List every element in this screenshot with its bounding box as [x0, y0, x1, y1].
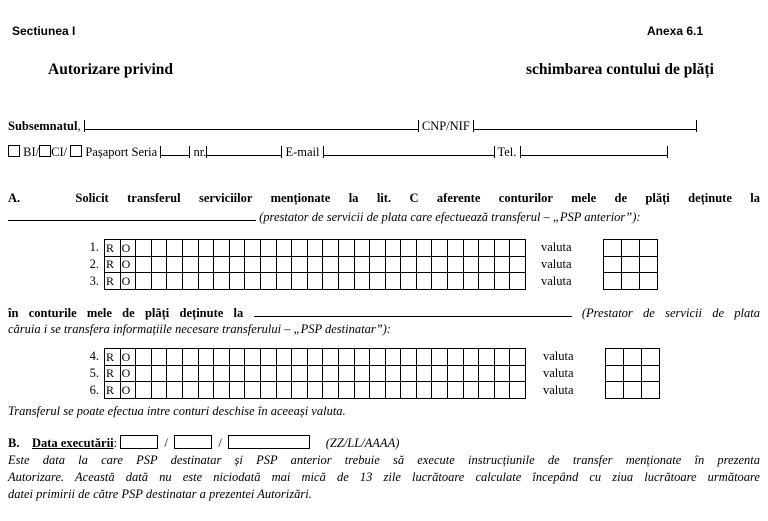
iban-digit-cell[interactable] [464, 240, 480, 257]
iban-digit-cell[interactable] [339, 382, 355, 399]
currency-cell[interactable] [640, 256, 658, 273]
iban-digit-cell[interactable] [152, 240, 168, 257]
iban-digit-cell[interactable] [495, 382, 511, 399]
iban-digit-cell[interactable] [370, 365, 386, 382]
iban-digit-cell[interactable] [432, 240, 448, 257]
iban-digit-cell[interactable] [448, 256, 464, 273]
currency-label: valuta [543, 383, 574, 397]
iban-grid [104, 348, 526, 366]
iban-digit-cell[interactable] [479, 256, 495, 273]
iban-digit-cell[interactable] [245, 382, 261, 399]
section-a-intro [8, 191, 760, 206]
iban-prefix-cell: R [105, 240, 121, 257]
iban-digit-cell[interactable] [308, 382, 324, 399]
iban-digit-cell[interactable] [448, 365, 464, 382]
iban-digit-cell[interactable] [510, 273, 526, 290]
iban-digit-cell[interactable] [152, 273, 168, 290]
iban-digit-cell[interactable] [292, 365, 308, 382]
iban-digit-cell[interactable] [214, 382, 230, 399]
iban-digit-cell[interactable] [401, 240, 417, 257]
dest-note-1: (Prestator de servicii de plata [581, 306, 760, 320]
iban-digit-cell[interactable] [323, 256, 339, 273]
dest-intro: în conturile mele de plăți deținute la [8, 306, 244, 320]
iban-digit-cell[interactable] [510, 365, 526, 382]
iban-prefix-cell: R [105, 256, 121, 273]
iban-digit-cell[interactable] [136, 349, 152, 366]
year-input[interactable] [228, 435, 310, 449]
currency-cell[interactable] [624, 365, 642, 382]
tel-field[interactable] [521, 144, 667, 156]
iban-digit-cell[interactable] [386, 349, 402, 366]
iban-digit-cell[interactable] [261, 240, 277, 257]
iban-digit-cell[interactable] [401, 365, 417, 382]
iban-digit-cell[interactable] [308, 256, 324, 273]
currency-cell[interactable] [624, 382, 642, 399]
iban-digit-cell[interactable] [339, 240, 355, 257]
currency-cell[interactable] [622, 273, 640, 290]
ci-checkbox[interactable] [39, 145, 51, 157]
iban-digit-cell[interactable] [464, 365, 480, 382]
title-left: Autorizare privind [48, 61, 173, 78]
currency-cell[interactable] [604, 273, 622, 290]
iban-digit-cell[interactable] [261, 273, 277, 290]
series-field[interactable] [161, 144, 189, 156]
psp-dest-field[interactable] [254, 305, 572, 317]
iban-digit-cell[interactable] [401, 382, 417, 399]
iban-digit-cell[interactable] [214, 240, 230, 257]
iban-digit-cell[interactable] [401, 349, 417, 366]
iban-digit-cell[interactable] [401, 273, 417, 290]
currency-label: valuta [541, 274, 572, 288]
iban-digit-cell[interactable] [323, 273, 339, 290]
iban-digit-cell[interactable] [230, 382, 246, 399]
iban-digit-cell[interactable] [199, 273, 215, 290]
iban-digit-cell[interactable] [370, 256, 386, 273]
section-b-desc-3: datei primirii de către PSP destinatar a prezentei Autorizări. [8, 487, 312, 501]
currency-cell[interactable] [642, 365, 660, 382]
iban-digit-cell[interactable] [277, 256, 293, 273]
iban-digit-cell[interactable] [277, 349, 293, 366]
iban-digit-cell[interactable] [261, 256, 277, 273]
iban-digit-cell[interactable] [495, 365, 511, 382]
currency-grid [605, 365, 660, 382]
iban-digit-cell[interactable] [510, 382, 526, 399]
iban-digit-cell[interactable] [479, 365, 495, 382]
iban-digit-cell[interactable] [432, 273, 448, 290]
dest-note-2: căruia i se transfera informațiile necesare transferului – „PSP destinatar”): [8, 322, 391, 336]
annex-label: Anexa 6.1 [647, 24, 704, 38]
iban-prefix-cell: R [105, 349, 121, 366]
iban-digit-cell[interactable] [432, 349, 448, 366]
psp-previous-note: (prestator de servicii de plata care efectuează transferul – „PSP anterior”): [259, 210, 641, 224]
iban-digit-cell[interactable] [308, 240, 324, 257]
iban-digit-cell[interactable] [152, 349, 168, 366]
iban-digit-cell[interactable] [323, 349, 339, 366]
iban-digit-cell[interactable] [230, 365, 246, 382]
currency-cell[interactable] [642, 382, 660, 399]
separator [494, 146, 495, 158]
month-input[interactable] [174, 435, 212, 449]
iban-digit-cell[interactable] [183, 349, 199, 366]
iban-digit-cell[interactable] [464, 349, 480, 366]
currency-label: valuta [541, 257, 572, 271]
document-line [8, 144, 668, 160]
iban-digit-cell[interactable] [292, 273, 308, 290]
iban-digit-cell[interactable] [245, 365, 261, 382]
iban-digit-cell[interactable] [199, 365, 215, 382]
iban-digit-cell[interactable] [479, 349, 495, 366]
iban-digit-cell[interactable] [308, 365, 324, 382]
separator [667, 146, 668, 158]
iban-digit-cell[interactable] [370, 273, 386, 290]
currency-label: valuta [541, 240, 572, 254]
row-number: 4. [89, 349, 99, 363]
iban-digit-cell[interactable] [417, 273, 433, 290]
iban-digit-cell[interactable] [355, 365, 371, 382]
undersigned-label: Subsemnatul [8, 119, 78, 133]
iban-digit-cell[interactable] [167, 382, 183, 399]
currency-cell[interactable] [622, 256, 640, 273]
transfer-note: Transferul se poate efectua intre conturi deschise în aceeași valuta. [8, 404, 346, 418]
iban-digit-cell[interactable] [401, 256, 417, 273]
iban-digit-cell[interactable] [261, 365, 277, 382]
row-number: 6. [89, 383, 99, 397]
iban-digit-cell[interactable] [479, 240, 495, 257]
iban-digit-cell[interactable] [292, 349, 308, 366]
iban-digit-cell[interactable] [245, 256, 261, 273]
currency-cell[interactable] [606, 349, 624, 366]
title-right: schimbarea contului de plăți [526, 61, 714, 78]
iban-digit-cell[interactable] [277, 273, 293, 290]
iban-digit-cell[interactable] [261, 349, 277, 366]
iban-digit-cell[interactable] [432, 256, 448, 273]
iban-prefix-cell: R [105, 382, 121, 399]
iban-digit-cell[interactable] [495, 240, 511, 257]
section-a-text: Solicit transferul serviciilor menționate la lit. C aferente conturilor mele de plăți deținute la [75, 191, 761, 205]
iban-digit-cell[interactable] [355, 273, 371, 290]
currency-label: valuta [543, 366, 574, 380]
iban-digit-cell[interactable] [355, 256, 371, 273]
iban-digit-cell[interactable] [355, 349, 371, 366]
iban-digit-cell[interactable] [214, 256, 230, 273]
currency-grid [605, 348, 660, 366]
section-label: Sectiunea I [12, 24, 76, 38]
iban-digit-cell[interactable] [510, 240, 526, 257]
currency-cell[interactable] [624, 349, 642, 366]
row-number: 5. [89, 366, 99, 380]
iban-digit-cell[interactable] [199, 382, 215, 399]
currency-grid [603, 239, 658, 257]
currency-cell[interactable] [604, 240, 622, 257]
iban-digit-cell[interactable] [417, 382, 433, 399]
iban-digit-cell[interactable] [370, 382, 386, 399]
cnp-label: CNP/NIF [421, 119, 470, 133]
section-b-letter: B. [8, 436, 20, 450]
currency-label: valuta [543, 349, 574, 363]
iban-digit-cell[interactable] [432, 365, 448, 382]
iban-digit-cell[interactable] [245, 349, 261, 366]
separator [189, 146, 190, 158]
iban-digit-cell[interactable] [339, 349, 355, 366]
iban-grid [104, 273, 526, 290]
iban-digit-cell[interactable] [292, 240, 308, 257]
separator [418, 120, 419, 132]
iban-prefix-cell: R [105, 365, 121, 382]
iban-digit-cell[interactable] [323, 240, 339, 257]
iban-digit-cell[interactable] [370, 349, 386, 366]
iban-digit-cell[interactable] [370, 240, 386, 257]
iban-digit-cell[interactable] [292, 256, 308, 273]
iban-digit-cell[interactable] [386, 382, 402, 399]
nr-label: nr. [193, 145, 207, 159]
currency-cell[interactable] [604, 256, 622, 273]
iban-digit-cell[interactable] [386, 273, 402, 290]
iban-digit-cell[interactable] [152, 382, 168, 399]
bi-checkbox[interactable] [8, 145, 20, 157]
iban-digit-cell[interactable] [417, 365, 433, 382]
section-a-letter: A. [8, 191, 21, 205]
iban-prefix-cell: O [121, 240, 137, 257]
tel-label: Tel. [497, 145, 517, 159]
iban-digit-cell[interactable] [339, 273, 355, 290]
row-number: 1. [89, 240, 99, 254]
iban-grid [104, 239, 526, 257]
iban-digit-cell[interactable] [479, 273, 495, 290]
iban-digit-cell[interactable] [308, 349, 324, 366]
undersigned-line: Subsemnatul, CNP/NIF [8, 118, 697, 134]
ci-label: CI/ [51, 145, 68, 159]
iban-digit-cell[interactable] [495, 273, 511, 290]
execution-date-label: Data executării [31, 436, 114, 450]
iban-digit-cell[interactable] [448, 382, 464, 399]
separator [696, 120, 697, 132]
separator [281, 146, 282, 158]
iban-digit-cell[interactable] [448, 240, 464, 257]
currency-cell[interactable] [606, 365, 624, 382]
currency-grid [603, 273, 658, 290]
iban-digit-cell[interactable] [183, 382, 199, 399]
iban-digit-cell[interactable] [136, 240, 152, 257]
psp-previous-field[interactable] [8, 209, 256, 221]
iban-digit-cell[interactable] [417, 240, 433, 257]
iban-digit-cell[interactable] [277, 240, 293, 257]
iban-prefix-cell: O [121, 365, 137, 382]
execution-date-line: B. Data executării: / / (ZZ/LL/AAAA) [8, 436, 400, 450]
iban-digit-cell[interactable] [464, 256, 480, 273]
iban-digit-cell[interactable] [167, 240, 183, 257]
iban-digit-cell[interactable] [214, 273, 230, 290]
iban-digit-cell[interactable] [308, 273, 324, 290]
iban-digit-cell[interactable] [152, 365, 168, 382]
iban-digit-cell[interactable] [183, 273, 199, 290]
iban-digit-cell[interactable] [214, 365, 230, 382]
iban-digit-cell[interactable] [277, 365, 293, 382]
iban-digit-cell[interactable] [386, 240, 402, 257]
iban-grid [104, 382, 526, 399]
iban-digit-cell[interactable] [183, 365, 199, 382]
iban-digit-cell[interactable] [339, 365, 355, 382]
iban-digit-cell[interactable] [199, 240, 215, 257]
iban-digit-cell[interactable] [167, 365, 183, 382]
iban-digit-cell[interactable] [167, 256, 183, 273]
iban-digit-cell[interactable] [183, 256, 199, 273]
iban-digit-cell[interactable] [464, 382, 480, 399]
iban-digit-cell[interactable] [323, 382, 339, 399]
iban-digit-cell[interactable] [136, 273, 152, 290]
iban-digit-cell[interactable] [417, 256, 433, 273]
currency-cell[interactable] [642, 349, 660, 366]
iban-digit-cell[interactable] [355, 382, 371, 399]
iban-prefix-cell: O [121, 349, 137, 366]
iban-digit-cell[interactable] [230, 349, 246, 366]
iban-digit-cell[interactable] [277, 382, 293, 399]
dest-intro-line [8, 305, 760, 321]
iban-digit-cell[interactable] [355, 240, 371, 257]
iban-digit-cell[interactable] [386, 256, 402, 273]
iban-digit-cell[interactable] [230, 240, 246, 257]
iban-digit-cell[interactable] [495, 349, 511, 366]
currency-grid [605, 382, 660, 399]
iban-digit-cell[interactable] [230, 273, 246, 290]
iban-digit-cell[interactable] [167, 349, 183, 366]
iban-digit-cell[interactable] [261, 382, 277, 399]
row-number: 3. [89, 274, 99, 288]
iban-prefix-cell: O [121, 382, 137, 399]
name-field[interactable] [85, 118, 418, 130]
date-format: (ZZ/LL/AAAA) [325, 436, 400, 450]
iban-digit-cell[interactable] [386, 365, 402, 382]
email-field[interactable] [324, 144, 494, 156]
section-b-desc-2: Autorizare. Această dată nu este niciodată mai mică de 13 zile lucrătoare calculate începând cu ziua lucrătoare următoare [8, 470, 760, 484]
currency-cell[interactable] [640, 273, 658, 290]
iban-digit-cell[interactable] [214, 349, 230, 366]
iban-digit-cell[interactable] [479, 382, 495, 399]
iban-digit-cell[interactable] [199, 349, 215, 366]
iban-digit-cell[interactable] [183, 240, 199, 257]
row-number: 2. [89, 257, 99, 271]
iban-digit-cell[interactable] [432, 382, 448, 399]
iban-digit-cell[interactable] [510, 349, 526, 366]
iban-digit-cell[interactable] [448, 273, 464, 290]
nr-field[interactable] [207, 144, 281, 156]
iban-digit-cell[interactable] [167, 273, 183, 290]
currency-cell[interactable] [606, 382, 624, 399]
bi-label: BI/ [23, 145, 40, 159]
iban-digit-cell[interactable] [230, 256, 246, 273]
iban-digit-cell[interactable] [292, 382, 308, 399]
day-input[interactable] [120, 435, 158, 449]
psp-previous-line [8, 209, 641, 225]
iban-grid [104, 365, 526, 382]
iban-digit-cell[interactable] [464, 273, 480, 290]
section-b-desc-1: Este data la care PSP destinatar și PSP anterior trebuie să execute instrucțiunile de transfer menționate în prezenta [8, 453, 760, 467]
iban-digit-cell[interactable] [152, 256, 168, 273]
iban-prefix-cell: R [105, 273, 121, 290]
iban-digit-cell[interactable] [339, 256, 355, 273]
iban-digit-cell[interactable] [136, 365, 152, 382]
iban-digit-cell[interactable] [245, 240, 261, 257]
iban-digit-cell[interactable] [510, 256, 526, 273]
cnp-field[interactable] [474, 118, 696, 130]
passport-checkbox[interactable] [70, 145, 82, 157]
iban-digit-cell[interactable] [136, 382, 152, 399]
iban-digit-cell[interactable] [199, 256, 215, 273]
iban-digit-cell[interactable] [495, 256, 511, 273]
iban-digit-cell[interactable] [448, 349, 464, 366]
iban-prefix-cell: O [121, 256, 137, 273]
currency-grid [603, 256, 658, 273]
passport-label: Pașaport Seria [85, 145, 158, 159]
iban-digit-cell[interactable] [136, 256, 152, 273]
iban-prefix-cell: O [121, 273, 137, 290]
iban-grid [104, 256, 526, 273]
currency-cell[interactable] [622, 240, 640, 257]
iban-digit-cell[interactable] [417, 349, 433, 366]
email-label: E-mail [285, 145, 320, 159]
iban-digit-cell[interactable] [245, 273, 261, 290]
currency-cell[interactable] [640, 240, 658, 257]
iban-digit-cell[interactable] [323, 365, 339, 382]
